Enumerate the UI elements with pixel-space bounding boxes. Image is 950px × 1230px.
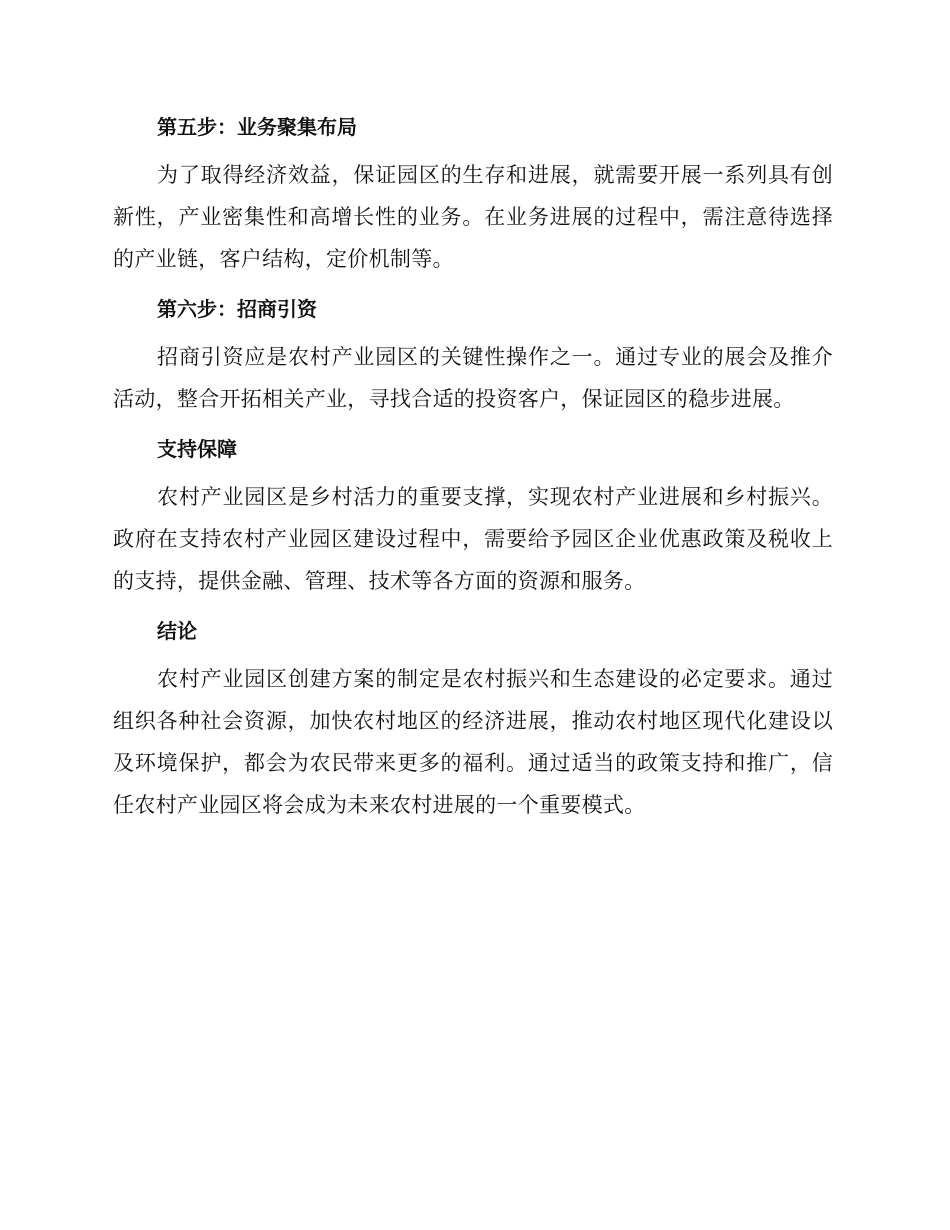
section-heading-step-five: 第五步：业务聚集布局 — [157, 115, 357, 139]
section-body-step-five: 为了取得经济效益，保证园区的生存和进展，就需要开展一系列具有创新性，产业密集性和高增长性的业务。在业务进展的过程中，需注意待选择的产业链，客户结构，定价机制等。 — [113, 163, 833, 271]
section-body-conclusion: 农村产业园区创建方案的制定是农村振兴和生态建设的必定要求。通过组织各种社会资源，加快农村地区的经济进展，推动农村地区现代化建设以及环境保护，都会为农民带来更多的福利。通过适当的政策支持和推广，信任农村产业园区将会成为未来农村进展的一个重要模式。 — [113, 667, 833, 817]
section-body-step-six: 招商引资应是农村产业园区的关键性操作之一。通过专业的展会及推介活动，整合开拓相关产业，寻找合适的投资客户，保证园区的稳步进展。 — [113, 345, 833, 411]
section-heading-support: 支持保障 — [157, 437, 237, 461]
section-heading-conclusion: 结论 — [157, 619, 197, 643]
section-body-support: 农村产业园区是乡村活力的重要支撑，实现农村产业进展和乡村振兴。政府在支持农村产业园区建设过程中，需要给予园区企业优惠政策及税收上的支持，提供金融、管理、技术等各方面的资源和服务。 — [113, 485, 833, 593]
section-heading-step-six: 第六步：招商引资 — [157, 297, 317, 321]
document-page — [113, 106, 833, 834]
